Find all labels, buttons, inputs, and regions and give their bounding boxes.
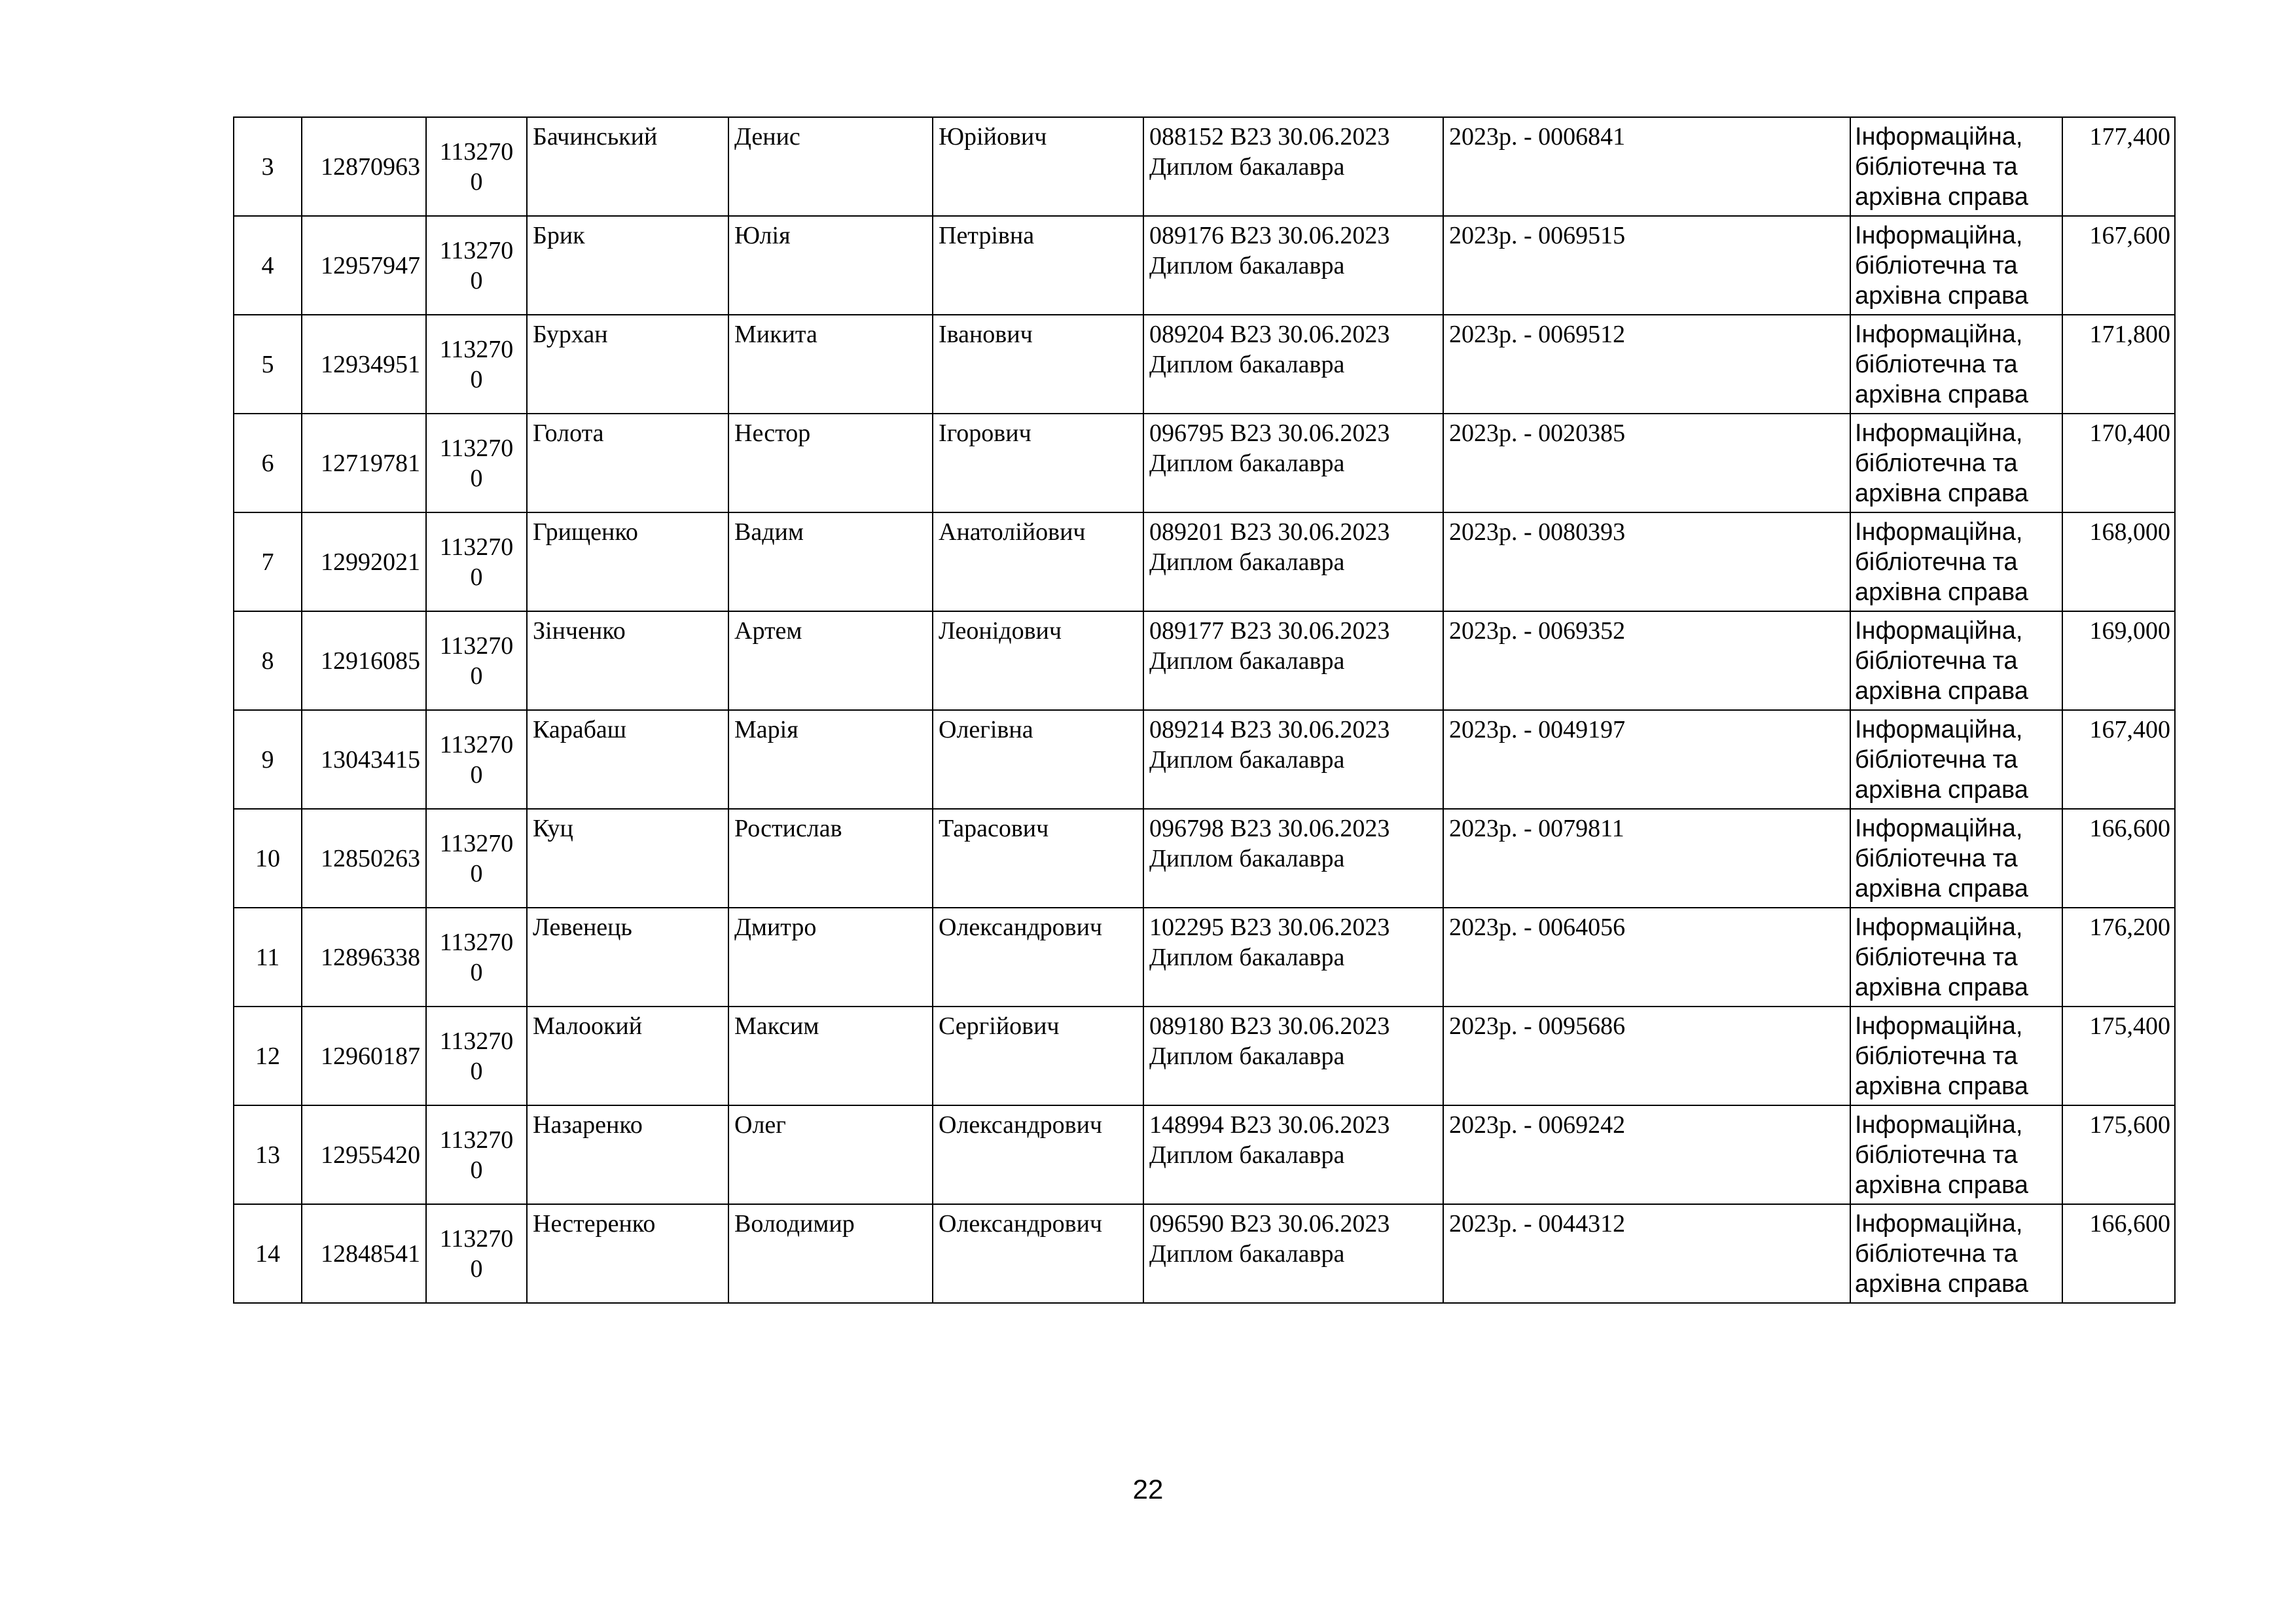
diploma-type: Диплом бакалавра [1149,1043,1345,1070]
score-cell: 169,000 [2062,611,2175,710]
program-code [426,809,527,908]
first-name-cell: Нестор [728,414,933,512]
certificate-cell: 2023р. - 0080393 [1443,512,1850,611]
program-code-line2: 0 [470,1255,483,1283]
applicant-id: 12916085 [302,611,426,710]
diploma-cell [1143,710,1443,809]
first-name-cell: Юлія [728,216,933,315]
row-number: 10 [234,809,302,908]
certificate-cell: 2023р. - 0069515 [1443,216,1850,315]
certificate-cell: 2023р. - 0069242 [1443,1105,1850,1204]
diploma-cell [1143,315,1443,414]
program-code [426,710,527,809]
program-code [426,315,527,414]
diploma-number: 102295 В23 30.06.2023 [1149,914,1390,941]
row-number: 3 [234,117,302,216]
table-row [234,315,2175,414]
diploma-type: Диплом бакалавра [1149,1141,1345,1169]
diploma-type: Диплом бакалавра [1149,153,1345,181]
score-cell: 176,200 [2062,908,2175,1007]
program-code-line1: 113270 [439,335,514,363]
score-cell: 175,400 [2062,1007,2175,1105]
patronymic-cell: Олександрович [933,908,1143,1007]
table-row [234,908,2175,1007]
diploma-cell [1143,117,1443,216]
program-code-line1: 113270 [439,533,514,561]
table-row [234,1007,2175,1105]
row-number: 6 [234,414,302,512]
table-row [234,216,2175,315]
diploma-cell [1143,414,1443,512]
score-cell: 168,000 [2062,512,2175,611]
score-cell: 166,600 [2062,1204,2175,1303]
diploma-number: 089204 В23 30.06.2023 [1149,321,1390,348]
program-code-line2: 0 [470,662,483,690]
diploma-type: Диплом бакалавра [1149,746,1345,774]
program-code-line2: 0 [470,266,483,294]
diploma-number: 148994 В23 30.06.2023 [1149,1111,1390,1139]
specialty-cell: Інформаційна, бібліотечна та архівна справа [1850,1204,2062,1303]
diploma-number: 096795 В23 30.06.2023 [1149,419,1390,447]
first-name-cell: Вадим [728,512,933,611]
certificate-cell: 2023р. - 0049197 [1443,710,1850,809]
row-number: 11 [234,908,302,1007]
applicant-id: 12992021 [302,512,426,611]
surname-cell: Зінченко [527,611,728,710]
row-number: 5 [234,315,302,414]
certificate-cell: 2023р. - 0020385 [1443,414,1850,512]
applicant-id: 12896338 [302,908,426,1007]
first-name-cell: Артем [728,611,933,710]
program-code [426,216,527,315]
patronymic-cell: Іванович [933,315,1143,414]
applicant-id: 12848541 [302,1204,426,1303]
diploma-type: Диплом бакалавра [1149,351,1345,378]
program-code-line2: 0 [470,168,483,196]
specialty-cell: Інформаційна, бібліотечна та архівна справа [1850,1007,2062,1105]
first-name-cell: Олег [728,1105,933,1204]
applicant-id: 12719781 [302,414,426,512]
first-name-cell: Марія [728,710,933,809]
program-code-line2: 0 [470,563,483,591]
program-code-line2: 0 [470,760,483,789]
diploma-type: Диплом бакалавра [1149,548,1345,576]
surname-cell: Куц [527,809,728,908]
surname-cell: Бачинський [527,117,728,216]
applicant-id: 12955420 [302,1105,426,1204]
score-cell: 166,600 [2062,809,2175,908]
score-cell: 171,800 [2062,315,2175,414]
score-cell: 167,400 [2062,710,2175,809]
diploma-cell [1143,1007,1443,1105]
surname-cell: Карабаш [527,710,728,809]
specialty-cell: Інформаційна, бібліотечна та архівна справа [1850,117,2062,216]
diploma-type: Диплом бакалавра [1149,450,1345,477]
diploma-type: Диплом бакалавра [1149,845,1345,872]
table-body [234,117,2175,1303]
patronymic-cell: Олегівна [933,710,1143,809]
surname-cell: Назаренко [527,1105,728,1204]
program-code-line1: 113270 [439,1224,514,1253]
table-row [234,1105,2175,1204]
diploma-number: 096590 В23 30.06.2023 [1149,1210,1390,1238]
applicant-id: 12870963 [302,117,426,216]
program-code [426,1007,527,1105]
applicants-table [233,116,2176,1304]
diploma-cell [1143,809,1443,908]
patronymic-cell: Леонідович [933,611,1143,710]
patronymic-cell: Ігорович [933,414,1143,512]
program-code-line2: 0 [470,1156,483,1184]
document-sheet [233,116,2174,1304]
table-row [234,710,2175,809]
diploma-type: Диплом бакалавра [1149,1240,1345,1268]
applicant-id: 12850263 [302,809,426,908]
specialty-cell: Інформаційна, бібліотечна та архівна справа [1850,710,2062,809]
program-code [426,512,527,611]
program-code-line1: 113270 [439,829,514,857]
row-number: 14 [234,1204,302,1303]
program-code-line2: 0 [470,958,483,986]
diploma-cell [1143,512,1443,611]
first-name-cell: Максим [728,1007,933,1105]
certificate-cell: 2023р. - 0006841 [1443,117,1850,216]
score-cell: 177,400 [2062,117,2175,216]
surname-cell: Голота [527,414,728,512]
program-code [426,1204,527,1303]
row-number: 13 [234,1105,302,1204]
surname-cell: Брик [527,216,728,315]
program-code-line2: 0 [470,859,483,887]
table-row [234,117,2175,216]
patronymic-cell: Тарасович [933,809,1143,908]
patronymic-cell: Анатолійович [933,512,1143,611]
specialty-cell: Інформаційна, бібліотечна та архівна справа [1850,512,2062,611]
specialty-cell: Інформаційна, бібліотечна та архівна справа [1850,611,2062,710]
program-code-line2: 0 [470,1057,483,1085]
program-code-line1: 113270 [439,632,514,660]
surname-cell: Левенець [527,908,728,1007]
row-number: 8 [234,611,302,710]
diploma-type: Диплом бакалавра [1149,647,1345,675]
score-cell: 167,600 [2062,216,2175,315]
diploma-type: Диплом бакалавра [1149,944,1345,971]
first-name-cell: Дмитро [728,908,933,1007]
diploma-number: 088152 В23 30.06.2023 [1149,123,1390,151]
table-row [234,809,2175,908]
program-code [426,414,527,512]
program-code-line1: 113270 [439,236,514,264]
patronymic-cell: Сергійович [933,1007,1143,1105]
program-code [426,908,527,1007]
program-code-line1: 113270 [439,1126,514,1154]
certificate-cell: 2023р. - 0079811 [1443,809,1850,908]
applicant-id: 12960187 [302,1007,426,1105]
surname-cell: Грищенко [527,512,728,611]
specialty-cell: Інформаційна, бібліотечна та архівна справа [1850,315,2062,414]
first-name-cell: Володимир [728,1204,933,1303]
program-code-line2: 0 [470,365,483,393]
first-name-cell: Ростислав [728,809,933,908]
program-code-line1: 113270 [439,1027,514,1055]
diploma-number: 096798 В23 30.06.2023 [1149,815,1390,842]
surname-cell: Малоокий [527,1007,728,1105]
row-number: 7 [234,512,302,611]
program-code [426,611,527,710]
diploma-number: 089214 В23 30.06.2023 [1149,716,1390,743]
specialty-cell: Інформаційна, бібліотечна та архівна справа [1850,414,2062,512]
diploma-cell [1143,216,1443,315]
row-number: 9 [234,710,302,809]
specialty-cell: Інформаційна, бібліотечна та архівна справа [1850,1105,2062,1204]
program-code [426,117,527,216]
row-number: 12 [234,1007,302,1105]
surname-cell: Нестеренко [527,1204,728,1303]
diploma-cell [1143,908,1443,1007]
certificate-cell: 2023р. - 0044312 [1443,1204,1850,1303]
specialty-cell: Інформаційна, бібліотечна та архівна справа [1850,809,2062,908]
specialty-cell: Інформаційна, бібліотечна та архівна справа [1850,908,2062,1007]
patronymic-cell: Юрійович [933,117,1143,216]
patronymic-cell: Олександрович [933,1204,1143,1303]
diploma-type: Диплом бакалавра [1149,252,1345,279]
certificate-cell: 2023р. - 0064056 [1443,908,1850,1007]
program-code-line1: 113270 [439,928,514,956]
diploma-cell [1143,1204,1443,1303]
row-number: 4 [234,216,302,315]
program-code [426,1105,527,1204]
program-code-line2: 0 [470,464,483,492]
patronymic-cell: Олександрович [933,1105,1143,1204]
diploma-number: 089180 В23 30.06.2023 [1149,1012,1390,1040]
certificate-cell: 2023р. - 0069512 [1443,315,1850,414]
surname-cell: Бурхан [527,315,728,414]
table-row [234,1204,2175,1303]
score-cell: 175,600 [2062,1105,2175,1204]
table-row [234,512,2175,611]
table-row [234,611,2175,710]
applicant-id: 12957947 [302,216,426,315]
diploma-number: 089177 В23 30.06.2023 [1149,617,1390,645]
applicant-id: 12934951 [302,315,426,414]
page-number: 22 [1132,1474,1164,1505]
certificate-cell: 2023р. - 0095686 [1443,1007,1850,1105]
applicant-id: 13043415 [302,710,426,809]
program-code-line1: 113270 [439,730,514,758]
diploma-cell [1143,611,1443,710]
certificate-cell: 2023р. - 0069352 [1443,611,1850,710]
patronymic-cell: Петрівна [933,216,1143,315]
diploma-number: 089176 В23 30.06.2023 [1149,222,1390,249]
table-row [234,414,2175,512]
first-name-cell: Микита [728,315,933,414]
specialty-cell: Інформаційна, бібліотечна та архівна справа [1850,216,2062,315]
program-code-line1: 113270 [439,434,514,462]
program-code-line1: 113270 [439,137,514,166]
first-name-cell: Денис [728,117,933,216]
diploma-cell [1143,1105,1443,1204]
diploma-number: 089201 В23 30.06.2023 [1149,518,1390,546]
score-cell: 170,400 [2062,414,2175,512]
